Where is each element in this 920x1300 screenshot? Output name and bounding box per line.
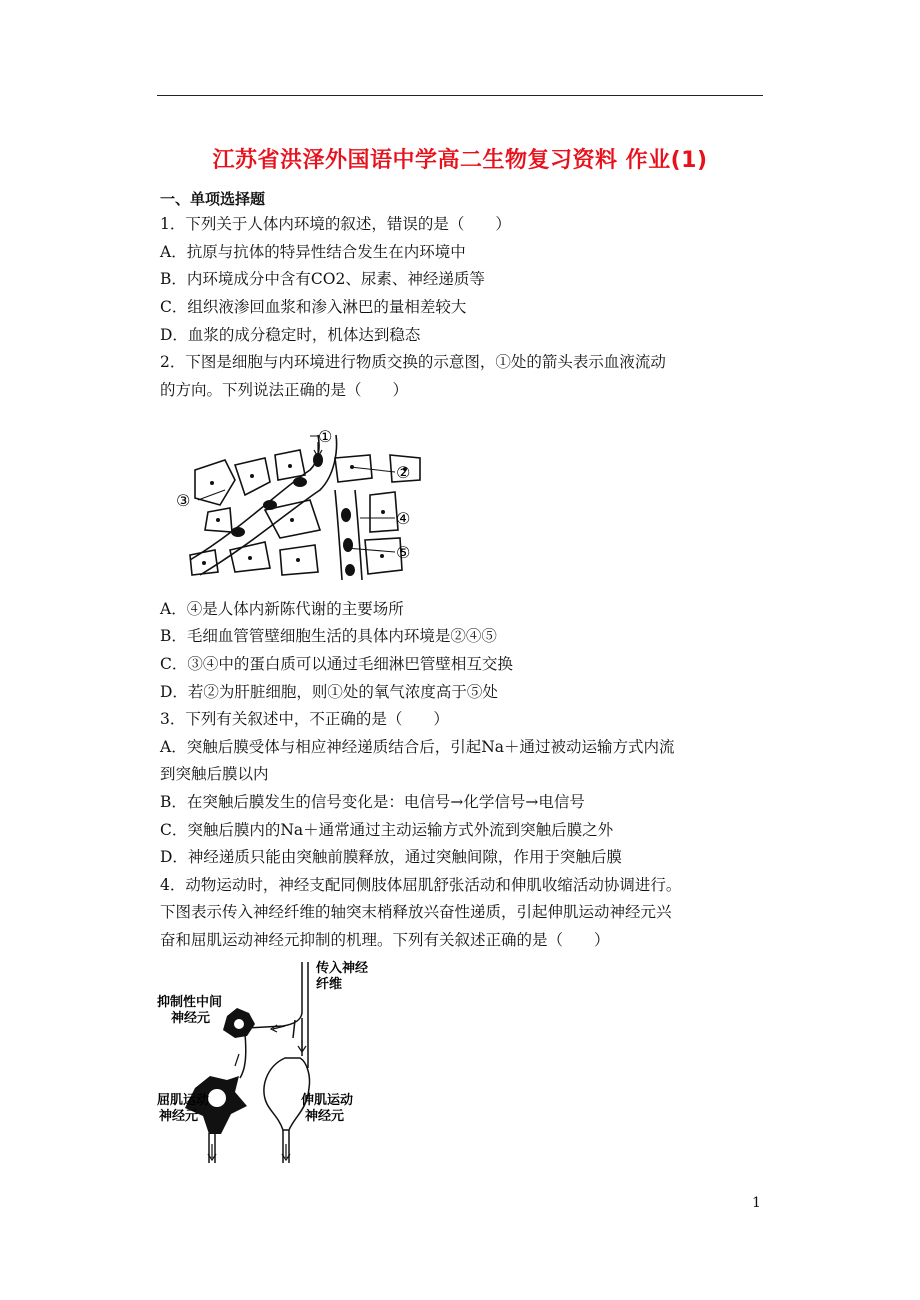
q3-stem: 3．下列有关叙述中，不正确的是（ ） — [160, 710, 449, 728]
q4-stem-line3: 奋和屈肌运动神经元抑制的机理。下列有关叙述正确的是（ ） — [160, 931, 610, 949]
q4-stem-line1: 4．动物运动时，神经支配同侧肢体屈肌舒张活动和伸肌收缩活动协调进行。 — [160, 876, 682, 894]
q2-option-d: D．若②为肝脏细胞，则①处的氧气浓度高于⑤处 — [160, 683, 498, 701]
q2-stem-line2: 的方向。下列说法正确的是（ ） — [160, 381, 409, 399]
label-afferent-2: 纤维 — [316, 977, 343, 992]
q1-option-c: C．组织液渗回血浆和渗入淋巴的量相差较大 — [160, 298, 467, 316]
figure-label-3: ③ — [176, 491, 191, 510]
q2-option-a: A．④是人体内新陈代谢的主要场所 — [160, 600, 404, 618]
header-rule — [157, 95, 763, 96]
label-extensor-1: 伸肌运动 — [301, 1093, 354, 1108]
page-number: 1 — [752, 1195, 761, 1211]
q2-stem-line1: 2．下图是细胞与内环境进行物质交换的示意图，①处的箭头表示血液流动 — [160, 353, 666, 371]
figure-label-5: ⑤ — [396, 543, 411, 562]
q2-option-b: B．毛细血管管壁细胞生活的具体内环境是②④⑤ — [160, 627, 497, 645]
label-flexor-1: 屈肌运动 — [157, 1093, 210, 1108]
label-extensor-2: 神经元 — [305, 1109, 345, 1124]
reflex-neuron-figure — [155, 958, 375, 1168]
section-heading: 一、单项选择题 — [160, 190, 266, 208]
figure-label-1: ① — [318, 427, 333, 446]
tissue-exchange-figure — [170, 420, 430, 590]
q3-option-b: B．在突触后膜发生的信号变化是：电信号→化学信号→电信号 — [160, 793, 585, 811]
q1-stem: 1．下列关于人体内环境的叙述，错误的是（ ） — [160, 215, 511, 233]
q2-option-c: C．③④中的蛋白质可以通过毛细淋巴管壁相互交换 — [160, 655, 513, 673]
q1-option-a: A．抗原与抗体的特异性结合发生在内环境中 — [160, 243, 466, 261]
label-inhibitory-1: 抑制性中间 — [157, 995, 223, 1010]
q3-option-d: D．神经递质只能由突触前膜释放，通过突触间隙，作用于突触后膜 — [160, 848, 622, 866]
label-inhibitory-2: 神经元 — [171, 1011, 211, 1026]
q3-option-a-cont: 到突触后膜以内 — [160, 765, 269, 783]
q3-option-c: C．突触后膜内的Na＋通常通过主动运输方式外流到突触后膜之外 — [160, 821, 614, 839]
q4-stem-line2: 下图表示传入神经纤维的轴突末梢释放兴奋性递质，引起伸肌运动神经元兴 — [160, 903, 672, 921]
q1-option-d: D．血浆的成分稳定时，机体达到稳态 — [160, 326, 421, 344]
label-afferent-1: 传入神经 — [316, 961, 369, 976]
label-flexor-2: 神经元 — [159, 1109, 199, 1124]
q3-option-a: A．突触后膜受体与相应神经递质结合后，引起Na＋通过被动运输方式内流 — [160, 738, 675, 756]
page-title: 江苏省洪泽外国语中学高二生物复习资料 作业(1) — [212, 148, 708, 173]
figure-label-2: ② — [396, 463, 411, 482]
q1-option-b: B．内环境成分中含有CO2、尿素、神经递质等 — [160, 270, 485, 288]
figure-label-4: ④ — [396, 509, 411, 528]
